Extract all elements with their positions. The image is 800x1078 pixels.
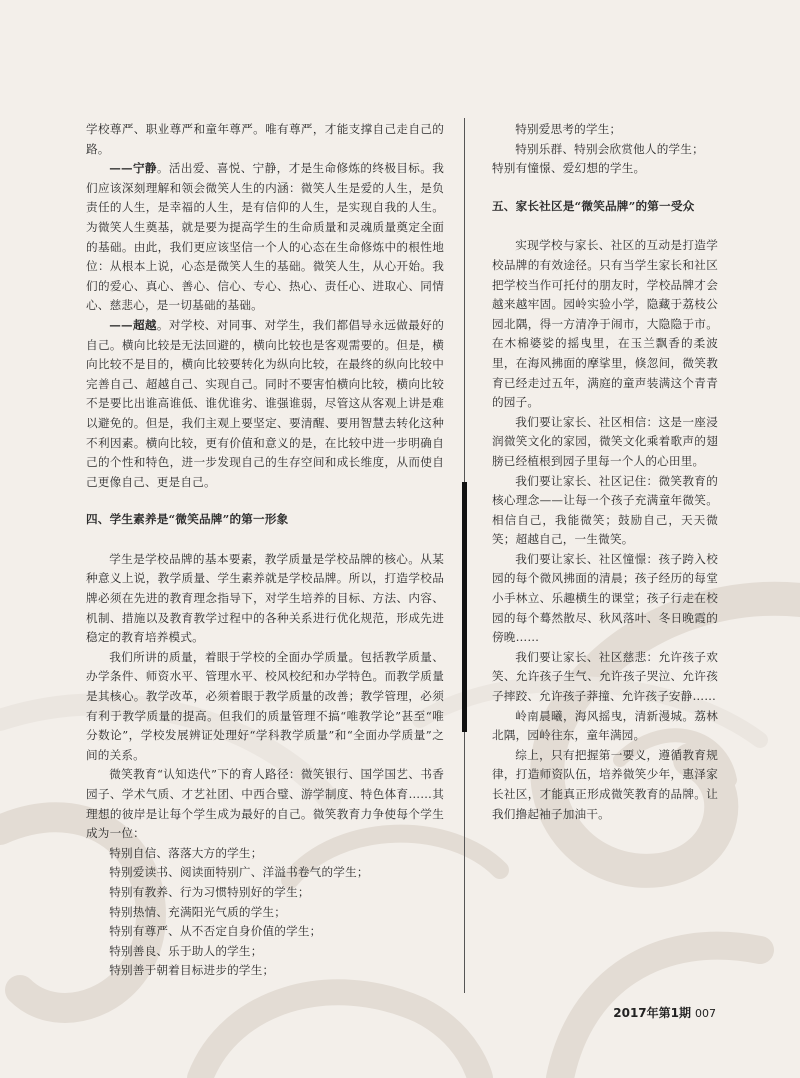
page-number: 007 — [695, 1007, 716, 1020]
issue-label: 2017年第1期 — [613, 1006, 691, 1020]
list-item: 特别乐群、特别会欣赏他人的学生； — [515, 141, 704, 156]
paragraph: 我们要让家长、社区憧憬：孩子跨入校园的每个微风拂面的清晨；孩子经历的每堂小手林立、乐趣横生的课堂；孩子行走在校园的每个蓦然散尽、秋风落叶、冬日晚霞的傍晚…… — [492, 551, 718, 645]
list-item: 特别热情、充满阳光气质的学生； — [109, 904, 287, 919]
dash: —— — [109, 161, 133, 176]
paragraph: 我们要让家长、社区相信：这是一座浸润微笑文化的家园，微笑文化乘着歌声的翅膀已经植根到园子里每一个人的心田里。 — [492, 414, 718, 468]
list-item: 特别有憧憬、爱幻想的学生。 — [492, 161, 646, 176]
paragraph: 岭南晨曦，海风摇曳，清新漫城。荔林北隅，园岭往东，童年满园。 — [492, 708, 718, 743]
list-item: 特别善良、乐于助人的学生； — [109, 943, 263, 958]
paragraph: 实现学校与家长、社区的互动是打造学校品牌的有效途径。只有当学生家长和社区把学校当作可托付的朋友时，学校品牌才会越来越牢固。园岭实验小学，隐藏于荔枝公园北隅，得一方清净于闹市，大隐隐于市。在木棉婆娑的摇曳里，在玉兰飘香的柔波里，在海风拂面的摩挲里，倏忽间，微笑教育已经走过五年，满庭的童声装满这个青青的园子。 — [492, 238, 718, 410]
paragraph-tranquility — [86, 159, 444, 316]
paragraph: 我们要让家长、社区记住：微笑教育的核心理念——让每一个孩子充满童年微笑。相信自己，我能微笑；鼓励自己，天天微笑；超越自己，一生微笑。 — [492, 473, 718, 547]
section-heading-5: 五、家长社区是“微笑品牌”的第一受众 — [492, 198, 695, 213]
paragraph: 综上，只有把握第一要义，遵循教育规律，打造师资队伍，培养微笑少年，惠泽家长社区，才能真正形成微笑教育的品牌。让我们撸起袖子加油干。 — [492, 747, 718, 821]
column-divider-accent — [462, 482, 467, 732]
page-footer — [613, 1004, 716, 1021]
dash: —— — [109, 317, 133, 332]
list-item: 特别爱思考的学生； — [515, 122, 622, 136]
paragraph: 我们所讲的质量，着眼于学校的全面办学质量。包括教学质量、办学条件、师资水平、管理水平、校风校纪和办学特色。而教学质量是其核心。教学改革，必须着眼于教学质量的改善；教学管理，必须有利于教学质量的提高。但我们的质量管理不搞“唯教学论”甚至“唯分数论”，学校发展辨证处理好“学科教学质量”和“全面办学质量”之间的关系。 — [86, 649, 444, 762]
paragraph-body: 。对学校、对同事、对学生，我们都倡导永远做最好的自己。横向比较是无法回避的，横向比较也是客观需要的。但是，横向比较不是目的，横向比较要转化为纵向比较，在最终的纵向比较中完善自己、超越自己、实现自己。同时不要害怕横向比较，横向比较不是要比出谁高谁低、谁优谁劣、谁强谁弱，尽管这从客观上讲是难以避免的。但是，我们主观上要坚定、要清醒、要用智慧去转化这种不利因素。横向比较，更有价值和意义的是，在比较中进一步明确自己的个性和特色，进一步发现自己的生存空间和成长维度，从而使自己更像自己、更是自己。 — [86, 317, 444, 489]
list-item: 特别爱读书、阅读面特别广、洋溢书卷气的学生； — [109, 865, 369, 880]
list-item: 特别自信、落落大方的学生； — [109, 845, 263, 860]
paragraph: 微笑教育“认知迭代”下的育人路径：微笑银行、国学国艺、书香园子、学术气质、才艺社团、中西合璧、游学制度、特色体育……其理想的彼岸是让每个学生成为最好的自己。微笑教育力争使每个学生成为一位： — [86, 767, 444, 841]
paragraph: 学校尊严、职业尊严和童年尊严。唯有尊严，才能支撑自己走自己的路。 — [86, 122, 444, 156]
paragraph-transcendence — [86, 316, 444, 492]
paragraph: 学生是学校品牌的基本要素，教学质量是学校品牌的核心。从某种意义上说，教学质量、学生素养就是学校品牌。所以，打造学校品牌必须在先进的教育理念指导下，对学生培养的目标、方法、内容、机制、措施以及教育教学过程中的各种关系进行优化规范，形成先进稳定的教育培养模式。 — [86, 551, 444, 645]
right-column — [492, 120, 718, 824]
section-heading-4: 四、学生素养是“微笑品牌”的第一形象 — [86, 512, 289, 527]
list-item: 特别有尊严、从不否定自身价值的学生； — [109, 924, 322, 939]
paragraph: 我们要让家长、社区慈悲：允许孩子欢笑、允许孩子生气、允许孩子哭泣、允许孩子摔跤、允许孩子莽撞、允许孩子安静…… — [492, 649, 718, 704]
left-column — [86, 120, 444, 981]
paragraph-body: 。活出爱、喜悦、宁静，才是生命修炼的终极目标。我们应该深刻理解和领会微笑人生的内涵：微笑人生是爱的人生，是负责任的人生，是幸福的人生，是有信仰的人生，是实现自我的人生。为微笑人生奠基，就是要为提高学生的生命质量和灵魂质量奠定全面的基础。由此，我们更应该坚信一个人的心态在生命修炼中的根性地位：从根本上说，心态是微笑人生的基础。微笑人生，从心开始。我们的爱心、真心、善心、信心、专心、热心、责任心、进取心、同情心、慈悲心，是一切基础的基础。 — [86, 161, 444, 313]
list-item: 特别善于朝着目标进步的学生； — [109, 963, 275, 978]
keyword-transcendence: 超越 — [132, 317, 157, 332]
keyword-tranquility: 宁静 — [132, 161, 157, 176]
list-item: 特别有教养、行为习惯特别好的学生； — [109, 884, 310, 899]
